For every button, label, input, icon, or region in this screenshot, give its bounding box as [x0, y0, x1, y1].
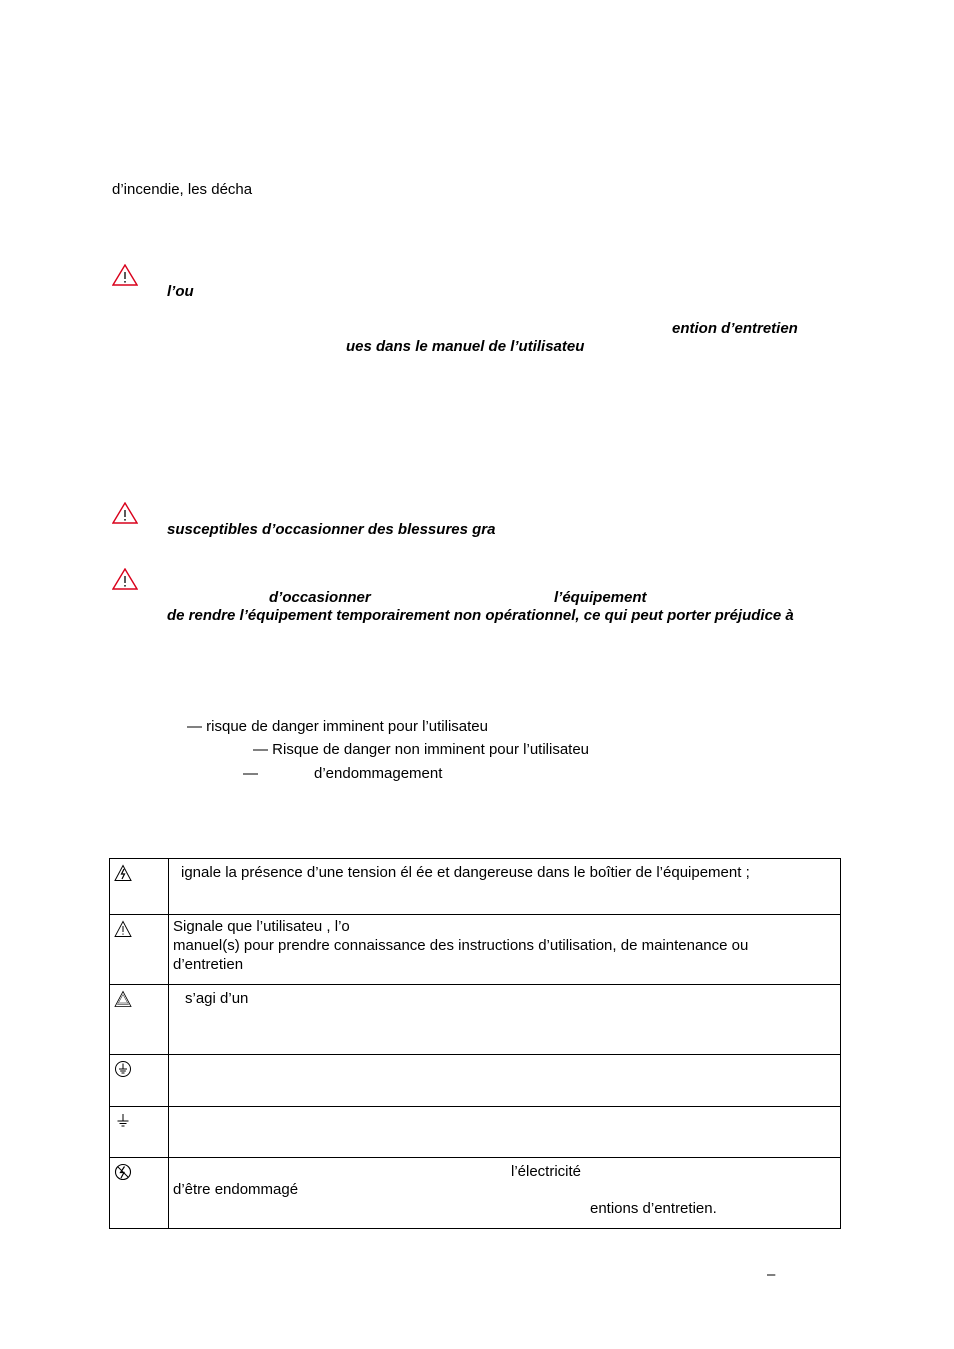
icon-cell	[110, 1107, 169, 1158]
warning-1-line-2: ention d’entretien	[672, 320, 798, 337]
legend-item-3-dash: —	[243, 765, 258, 782]
table-row	[110, 1055, 841, 1107]
warning-triangle-icon	[112, 502, 138, 524]
icon-cell	[110, 915, 169, 985]
description-cell	[169, 985, 841, 1055]
warning-1-line-1: l’ou	[167, 283, 194, 300]
laser-warning-icon	[114, 990, 132, 1008]
description-cell	[169, 859, 841, 915]
row-2-line-3: d’entretien	[173, 956, 244, 973]
description-cell	[169, 1107, 841, 1158]
row-3-line-1: s’agi d’un	[185, 990, 249, 1007]
warning-1-line-3: ues dans le manuel de l’utilisateu	[346, 338, 585, 355]
esd-sensitive-icon	[114, 1163, 132, 1181]
table-row	[110, 859, 841, 915]
row-2-line-1: Signale que l’utilisateu , l’o	[173, 918, 350, 935]
intro-text: d’incendie, les décha	[112, 181, 253, 198]
table-row	[110, 985, 841, 1055]
warning-3-line-2: de rendre l’équipement temporairement non opérationnel, ce qui peut porter préjudice à	[167, 607, 794, 624]
symbols-table	[109, 858, 841, 1229]
description-cell	[169, 915, 841, 985]
ground-icon	[114, 1112, 132, 1130]
warning-triangle-icon	[112, 264, 138, 286]
row-6-line-2: d’être endommagé	[173, 1181, 299, 1198]
legend-item-2: — Risque de danger non imminent pour l’utilisateu	[253, 741, 590, 758]
high-voltage-warning-icon	[114, 864, 132, 882]
table-row	[110, 1107, 841, 1158]
description-cell	[169, 1055, 841, 1107]
row-2-line-2: manuel(s) pour prendre connaissance des instructions d’utilisation, de maintenance ou	[173, 937, 749, 954]
legend-item-3-text: d’endommagement	[314, 765, 443, 782]
icon-cell	[110, 1158, 169, 1229]
page-footer-mark: –	[767, 1266, 776, 1283]
icon-cell	[110, 859, 169, 915]
warning-2-line-1: susceptibles d’occasionner des blessures gra	[167, 521, 496, 538]
table-row	[110, 915, 841, 985]
icon-cell	[110, 985, 169, 1055]
row-1-line-1: ignale la présence d’une tension él ée et dangereuse dans le boîtier de l’équipement ;	[181, 864, 750, 881]
table-row	[110, 1158, 841, 1229]
icon-cell	[110, 1055, 169, 1107]
row-6-line-3: entions d’entretien.	[590, 1200, 717, 1217]
row-6-line-1: l’électricité	[511, 1163, 582, 1180]
description-cell	[169, 1158, 841, 1229]
protective-earth-icon	[114, 1060, 132, 1078]
caution-triangle-icon	[114, 920, 132, 938]
warning-3-line-1a: d’occasionner	[269, 589, 371, 606]
legend-item-1: — risque de danger imminent pour l’utilisateu	[187, 718, 488, 735]
warning-triangle-icon	[112, 568, 138, 590]
warning-3-line-1b: l’équipement	[554, 589, 647, 606]
